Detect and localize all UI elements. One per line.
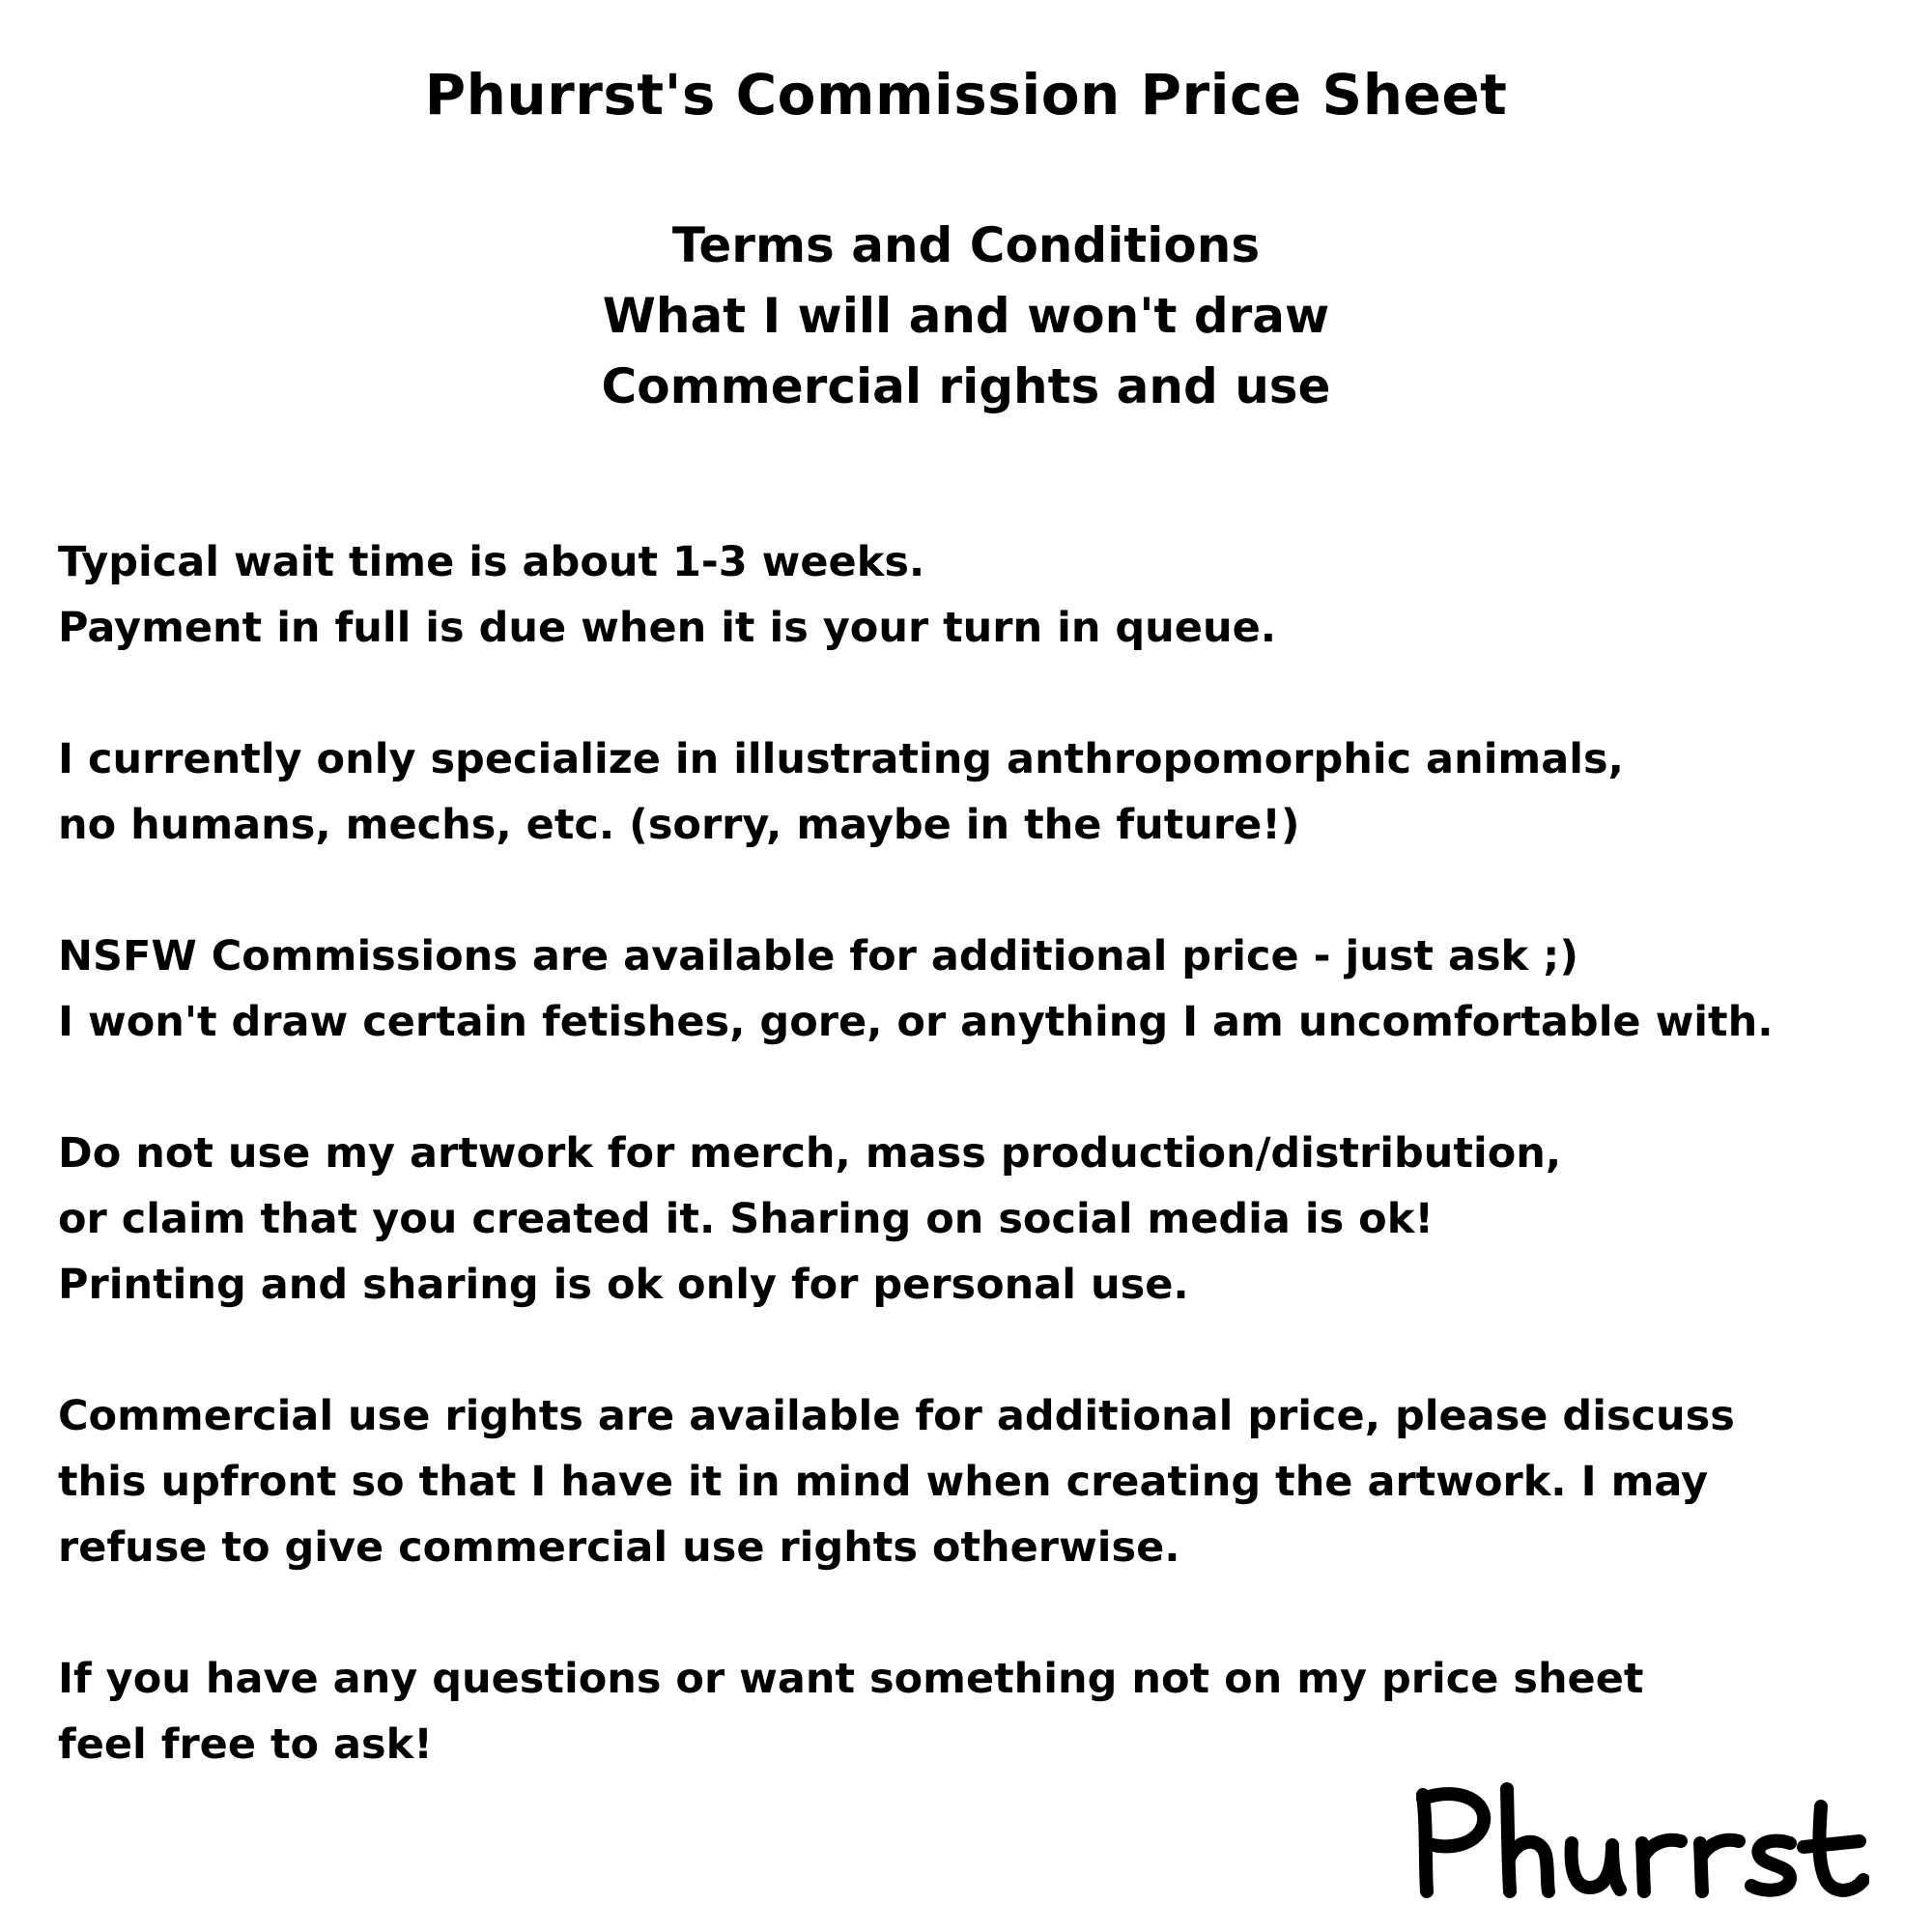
signature xyxy=(1406,1777,1869,1903)
paragraph-line: Typical wait time is about 1-3 weeks. xyxy=(58,538,925,586)
paragraph-line: no humans, mechs, etc. (sorry, maybe in the future!) xyxy=(58,801,1300,849)
paragraph-commercial xyxy=(58,1383,1927,1580)
paragraph-line: or claim that you created it. Sharing on social media is ok! xyxy=(58,1195,1434,1243)
page-title: Phurrst's Commission Price Sheet xyxy=(424,62,1508,128)
subtitle-terms: Terms and Conditions xyxy=(671,217,1261,273)
paragraph-line: I won't draw certain fetishes, gore, or anything I am uncomfortable with. xyxy=(58,998,1774,1046)
paragraph-line: I currently only specialize in illustrating anthropomorphic animals, xyxy=(58,735,1624,783)
paragraph-usage xyxy=(58,1121,1927,1318)
paragraph-line: Commercial use rights are available for additional price, please discuss xyxy=(58,1392,1735,1440)
subtitle-commercial-rights: Commercial rights and use xyxy=(601,358,1331,414)
paragraph-line: Printing and sharing is ok only for personal use. xyxy=(58,1261,1189,1309)
paragraph-questions xyxy=(58,1646,1927,1777)
paragraph-line: Payment in full is due when it is your turn in queue. xyxy=(58,604,1277,652)
paragraph-line: this upfront so that I have it in mind when creating the artwork. I may xyxy=(58,1458,1709,1506)
paragraph-specialization xyxy=(58,726,1927,858)
paragraph-line: feel free to ask! xyxy=(58,1720,433,1769)
paragraph-line: NSFW Commissions are available for additional price - just ask ;) xyxy=(58,932,1578,980)
terms-body xyxy=(58,529,1927,1843)
subtitle-will-wont-draw: What I will and won't draw xyxy=(602,288,1330,344)
paragraph-nsfw xyxy=(58,923,1927,1055)
paragraph-wait-time xyxy=(58,529,1927,661)
subtitle-list xyxy=(0,211,1932,422)
paragraph-line: refuse to give commercial use rights otherwise. xyxy=(58,1523,1180,1572)
paragraph-line: If you have any questions or want something not on my price sheet xyxy=(58,1655,1644,1703)
paragraph-line: Do not use my artwork for merch, mass production/distribution, xyxy=(58,1129,1562,1178)
